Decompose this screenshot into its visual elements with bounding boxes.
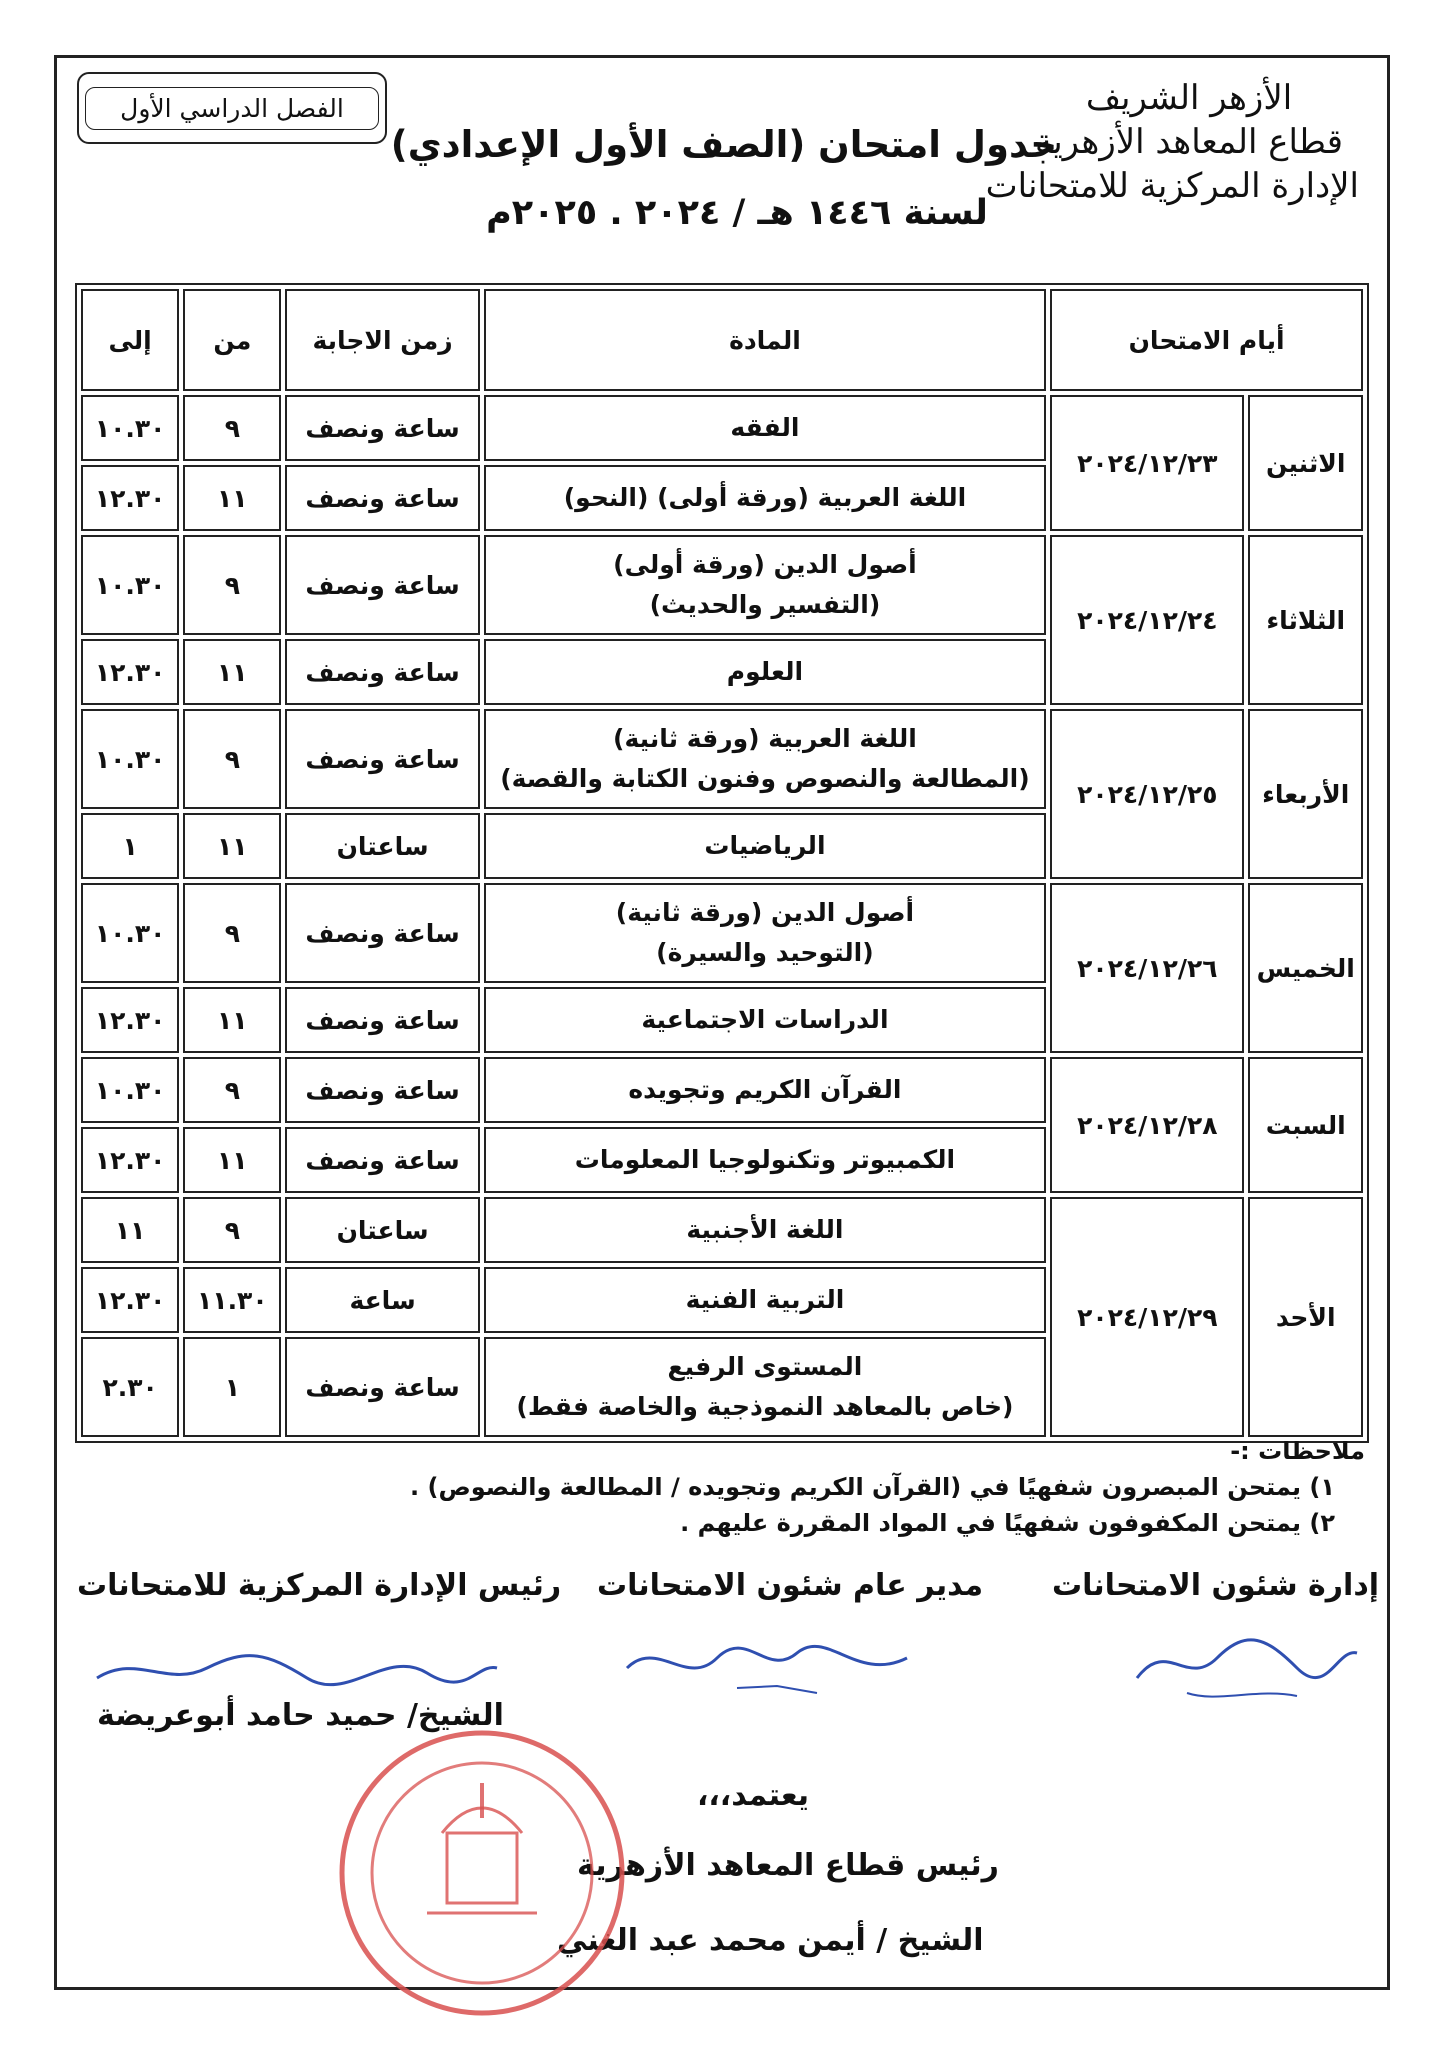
central-head-name: الشيخ/ حميد حامد أبوعريضة — [97, 1698, 504, 1733]
duration-cell: ساعة ونصف — [285, 465, 479, 531]
subject-cell — [484, 709, 1046, 809]
duration-cell: ساعة ونصف — [285, 1057, 479, 1123]
to-cell: ١٠.٣٠ — [81, 709, 179, 809]
table-row — [81, 395, 1363, 461]
subject-cell — [484, 465, 1046, 531]
signature-exam-affairs: إدارة شئون الامتحانات — [1052, 1568, 1379, 1603]
institution-logo-text — [985, 76, 1359, 208]
duration-cell: ساعة ونصف — [285, 987, 479, 1053]
from-cell: ١ — [183, 1337, 281, 1437]
subject-line: المستوى الرفيع — [667, 1352, 863, 1381]
table-row — [81, 1057, 1363, 1123]
subject-line: أصول الدين (ورقة أولى) — [613, 550, 917, 579]
to-cell: ١٠.٣٠ — [81, 1057, 179, 1123]
duration-cell: ساعة ونصف — [285, 1337, 479, 1437]
subject-cell — [484, 639, 1046, 705]
subject-line: (التفسير والحديث) — [649, 590, 881, 619]
note-item: ٢) يمتحن المكفوفون شفهيًا في المواد المقررة عليهم . — [680, 1509, 1335, 1537]
table-row — [81, 709, 1363, 809]
date-cell: ٢٠٢٤/١٢/٢٥ — [1050, 709, 1244, 879]
sector-head-name: الشيخ / أيمن محمد عبد الغني — [557, 1923, 984, 1958]
to-cell: ١٢.٣٠ — [81, 987, 179, 1053]
from-cell: ١١ — [183, 813, 281, 879]
from-cell: ٩ — [183, 709, 281, 809]
day-cell: الاثنين — [1248, 395, 1363, 531]
header-to: إلى — [81, 289, 179, 391]
duration-cell: ساعتان — [285, 1197, 479, 1263]
header-from: من — [183, 289, 281, 391]
subject-cell — [484, 1127, 1046, 1193]
day-cell: الأحد — [1248, 1197, 1363, 1437]
page-year: لسنة ١٤٤٦ هـ / ٢٠٢٤ . ٢٠٢٥م — [486, 193, 988, 233]
subject-line: الكمبيوتر وتكنولوجيا المعلومات — [574, 1145, 956, 1174]
to-cell: ١٢.٣٠ — [81, 1127, 179, 1193]
from-cell: ١١.٣٠ — [183, 1267, 281, 1333]
from-cell: ١١ — [183, 1127, 281, 1193]
notes-heading: ملاحظات :- — [1230, 1437, 1365, 1465]
table-row — [81, 1197, 1363, 1263]
from-cell: ١١ — [183, 639, 281, 705]
subject-line: (المطالعة والنصوص وفنون الكتابة والقصة) — [500, 764, 1030, 793]
duration-cell: ساعة ونصف — [285, 709, 479, 809]
from-cell: ٩ — [183, 883, 281, 983]
subject-line: اللغة العربية (ورقة ثانية) — [613, 724, 917, 753]
date-cell: ٢٠٢٤/١٢/٢٩ — [1050, 1197, 1244, 1437]
from-cell: ٩ — [183, 1057, 281, 1123]
to-cell: ١٢.٣٠ — [81, 465, 179, 531]
subject-line: (التوحيد والسيرة) — [656, 938, 874, 967]
note-item: ١) يمتحن المبصرون شفهيًا في (القرآن الكريم وتجويده / المطالعة والنصوص) . — [410, 1473, 1335, 1501]
to-cell: ١٢.٣٠ — [81, 639, 179, 705]
date-cell: ٢٠٢٤/١٢/٢٤ — [1050, 535, 1244, 705]
subject-line: التربية الفنية — [685, 1285, 845, 1314]
subject-line: الفقه — [730, 413, 800, 442]
subject-cell — [484, 1337, 1046, 1437]
from-cell: ٩ — [183, 1197, 281, 1263]
to-cell: ١٢.٣٠ — [81, 1267, 179, 1333]
notes — [65, 1433, 1365, 1541]
table-header-row — [81, 289, 1363, 391]
header-duration: زمن الاجابة — [285, 289, 479, 391]
subject-cell — [484, 987, 1046, 1053]
duration-cell: ساعة ونصف — [285, 535, 479, 635]
schedule-body — [81, 395, 1363, 1437]
day-cell: الخميس — [1248, 883, 1363, 1053]
institution-line: قطاع المعاهد الأزهرية — [1034, 122, 1344, 162]
from-cell: ١١ — [183, 987, 281, 1053]
subject-cell — [484, 395, 1046, 461]
subject-line: الدراسات الاجتماعية — [641, 1005, 889, 1034]
signature-scribble — [87, 1633, 507, 1703]
subject-cell — [484, 1057, 1046, 1123]
duration-cell: ساعتان — [285, 813, 479, 879]
date-cell: ٢٠٢٤/١٢/٢٦ — [1050, 883, 1244, 1053]
day-cell: السبت — [1248, 1057, 1363, 1193]
semester-box — [77, 72, 387, 144]
table-row — [81, 535, 1363, 635]
to-cell: ١٠.٣٠ — [81, 535, 179, 635]
subject-cell — [484, 1197, 1046, 1263]
approval-label: يعتمد،،، — [697, 1778, 810, 1813]
subject-line: (خاص بالمعاهد النموذجية والخاصة فقط) — [516, 1392, 1014, 1421]
subject-cell — [484, 813, 1046, 879]
subject-line: العلوم — [726, 657, 804, 686]
duration-cell: ساعة — [285, 1267, 479, 1333]
from-cell: ١١ — [183, 465, 281, 531]
page-title: جدول امتحان (الصف الأول الإعدادي) — [390, 123, 1057, 166]
duration-cell: ساعة ونصف — [285, 883, 479, 983]
duration-cell: ساعة ونصف — [285, 639, 479, 705]
subject-line: أصول الدين (ورقة ثانية) — [615, 898, 915, 927]
signature-scribble — [1127, 1618, 1367, 1708]
from-cell: ٩ — [183, 395, 281, 461]
from-cell: ٩ — [183, 535, 281, 635]
header-days: أيام الامتحان — [1050, 289, 1363, 391]
exam-schedule-table — [75, 283, 1369, 1443]
sector-head-title: رئيس قطاع المعاهد الأزهرية — [577, 1848, 999, 1883]
date-cell: ٢٠٢٤/١٢/٢٨ — [1050, 1057, 1244, 1193]
subject-cell — [484, 1267, 1046, 1333]
subject-line: القرآن الكريم وتجويده — [628, 1075, 902, 1104]
signature-scribble — [617, 1628, 917, 1708]
duration-cell: ساعة ونصف — [285, 395, 479, 461]
institution-line: الأزهر الشريف — [1085, 78, 1293, 118]
official-seal-stamp — [332, 1723, 632, 2023]
day-cell: الأربعاء — [1248, 709, 1363, 879]
header-subject: المادة — [484, 289, 1046, 391]
subject-line: الرياضيات — [704, 831, 826, 860]
document-frame — [54, 55, 1390, 1990]
to-cell: ١١ — [81, 1197, 179, 1263]
to-cell: ١٠.٣٠ — [81, 395, 179, 461]
subject-line: اللغة الأجنبية — [686, 1215, 844, 1244]
duration-cell: ساعة ونصف — [285, 1127, 479, 1193]
subject-line: اللغة العربية (ورقة أولى) (النحو) — [563, 483, 967, 512]
subject-cell — [484, 535, 1046, 635]
signature-central-head: رئيس الإدارة المركزية للامتحانات — [77, 1568, 562, 1603]
to-cell: ١٠.٣٠ — [81, 883, 179, 983]
table-row — [81, 883, 1363, 983]
to-cell: ٢.٣٠ — [81, 1337, 179, 1437]
to-cell: ١ — [81, 813, 179, 879]
day-cell: الثلاثاء — [1248, 535, 1363, 705]
semester-label: الفصل الدراسي الأول — [85, 87, 379, 130]
subject-cell — [484, 883, 1046, 983]
signature-general-manager: مدير عام شئون الامتحانات — [597, 1568, 984, 1603]
date-cell: ٢٠٢٤/١٢/٢٣ — [1050, 395, 1244, 531]
institution-line: الإدارة المركزية للامتحانات — [985, 166, 1359, 206]
